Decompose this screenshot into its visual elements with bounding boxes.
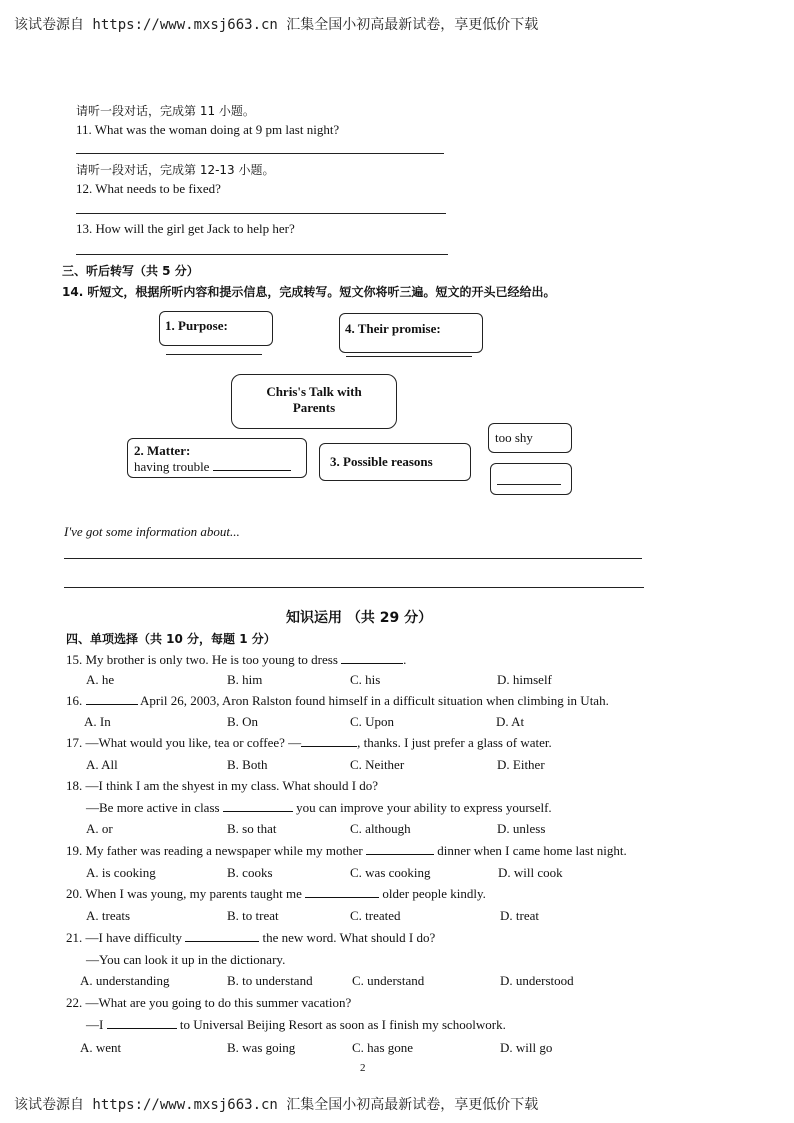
q22-option-b[interactable]: B. was going bbox=[227, 1040, 296, 1055]
promise-label: 4. Their promise: bbox=[345, 321, 441, 336]
q16-option-b[interactable]: B. On bbox=[227, 714, 259, 729]
page-header: 该试卷源自 https://www.mxsj663.cn 汇集全国小初高最新试卷，享更低价下载 bbox=[14, 17, 539, 33]
q22-option-a[interactable]: A. went bbox=[80, 1040, 122, 1055]
q15-option-a[interactable]: A. he bbox=[86, 672, 115, 687]
instruction-q12-13: 请听一段对话，完成第 12-13 小题。 bbox=[76, 163, 275, 177]
section4-title: 四、单项选择（共 10 分，每题 1 分） bbox=[66, 632, 276, 646]
reason1-box bbox=[488, 423, 572, 453]
question-22: 22. —What are you going to do this summer vacation? bbox=[66, 995, 352, 1010]
matter-text: having trouble bbox=[134, 459, 291, 475]
blank-q22[interactable] bbox=[107, 1028, 177, 1029]
answer-line-q12[interactable] bbox=[76, 213, 446, 214]
q20-option-a[interactable]: A. treats bbox=[86, 908, 131, 923]
reason1-text: too shy bbox=[495, 430, 533, 445]
answer-line-q11[interactable] bbox=[76, 153, 444, 154]
q20-option-b[interactable]: B. to treat bbox=[227, 908, 279, 923]
q17-option-d[interactable]: D. Either bbox=[497, 757, 545, 772]
page-number: 2 bbox=[360, 1062, 366, 1074]
purpose-box bbox=[159, 311, 273, 346]
q21-option-d[interactable]: D. understood bbox=[500, 973, 574, 988]
q22-option-c[interactable]: C. has gone bbox=[352, 1040, 414, 1055]
center-topic-box bbox=[231, 374, 397, 429]
q20-option-c[interactable]: C. treated bbox=[350, 908, 401, 923]
writing-line-1[interactable] bbox=[64, 558, 642, 559]
q19-option-a[interactable]: A. is cooking bbox=[86, 865, 156, 880]
question-20: 20. When I was young, my parents taught me older people kindly. bbox=[66, 886, 486, 901]
question-17: 17. —What would you like, tea or coffee? — , thanks. I just prefer a glass of water. bbox=[66, 735, 552, 750]
q22-option-d[interactable]: D. will go bbox=[500, 1040, 553, 1055]
promise-answer-line[interactable] bbox=[346, 356, 472, 357]
reasons-box bbox=[319, 443, 471, 481]
q19-option-b[interactable]: B. cooks bbox=[227, 865, 273, 880]
instruction-q11: 请听一段对话，完成第 11 小题。 bbox=[76, 104, 255, 118]
blank-q18[interactable] bbox=[223, 811, 293, 812]
blank-q17[interactable] bbox=[301, 746, 357, 747]
q15-option-d[interactable]: D. himself bbox=[497, 672, 552, 687]
writing-line-2[interactable] bbox=[64, 587, 644, 588]
q17-option-a[interactable]: A. All bbox=[86, 757, 118, 772]
q19-option-d[interactable]: D. will cook bbox=[498, 865, 563, 880]
blank-q15[interactable] bbox=[341, 663, 403, 664]
question-18: 18. —I think I am the shyest in my class. What should I do? bbox=[66, 778, 379, 793]
purpose-label: 1. Purpose: bbox=[165, 318, 228, 333]
q16-option-c[interactable]: C. Upon bbox=[350, 714, 395, 729]
q17-option-c[interactable]: C. Neither bbox=[350, 757, 405, 772]
q15-option-c[interactable]: C. his bbox=[350, 672, 381, 687]
reason2-box bbox=[490, 463, 572, 495]
knowledge-title: 知识运用 （共 29 分） bbox=[286, 610, 433, 626]
q15-option-b[interactable]: B. him bbox=[227, 672, 263, 687]
reasons-label: 3. Possible reasons bbox=[330, 454, 433, 469]
section3-instruction: 14. 听短文，根据所听内容和提示信息，完成转写。短文你将听三遍。短文的开头已经给出。 bbox=[62, 285, 556, 299]
question-19: 19. My father was reading a newspaper while my mother dinner when I came home last night. bbox=[66, 843, 627, 858]
question-18-line2: —Be more active in class you can improve your ability to express yourself. bbox=[86, 800, 552, 815]
q21-option-c[interactable]: C. understand bbox=[352, 973, 425, 988]
q18-option-b[interactable]: B. so that bbox=[227, 821, 277, 836]
reason2-answer-line[interactable] bbox=[497, 484, 561, 485]
center-topic: Chris's Talk with Parents bbox=[266, 384, 362, 415]
matter-label: 2. Matter: bbox=[134, 443, 191, 458]
question-15: 15. My brother is only two. He is too young to dress . bbox=[66, 652, 407, 667]
question-21-line2: —You can look it up in the dictionary. bbox=[86, 952, 286, 967]
question-13: 13. How will the girl get Jack to help her? bbox=[76, 221, 295, 236]
section3-title: 三、听后转写（共 5 分） bbox=[62, 264, 199, 278]
q16-option-a[interactable]: A. In bbox=[84, 714, 111, 729]
q19-option-c[interactable]: C. was cooking bbox=[350, 865, 431, 880]
matter-blank[interactable] bbox=[213, 470, 291, 471]
q18-option-a[interactable]: A. or bbox=[86, 821, 113, 836]
blank-q19[interactable] bbox=[366, 854, 434, 855]
question-21: 21. —I have difficulty the new word. What should I do? bbox=[66, 930, 436, 945]
blank-q16[interactable] bbox=[86, 704, 138, 705]
passage-starter: I've got some information about... bbox=[64, 524, 240, 539]
page-footer: 该试卷源自 https://www.mxsj663.cn 汇集全国小初高最新试卷，享更低价下载 bbox=[14, 1097, 539, 1113]
q21-option-a[interactable]: A. understanding bbox=[80, 973, 170, 988]
question-11: 11. What was the woman doing at 9 pm last night? bbox=[76, 122, 340, 137]
answer-line-q13[interactable] bbox=[76, 254, 448, 255]
q18-option-d[interactable]: D. unless bbox=[497, 821, 546, 836]
question-12: 12. What needs to be fixed? bbox=[76, 181, 221, 196]
question-16: 16. April 26, 2003, Aron Ralston found himself in a difficult situation when climbing in Utah. bbox=[66, 693, 609, 708]
question-22-line2: —I to Universal Beijing Resort as soon as I finish my schoolwork. bbox=[86, 1017, 506, 1032]
q18-option-c[interactable]: C. although bbox=[350, 821, 411, 836]
q16-option-d[interactable]: D. At bbox=[496, 714, 525, 729]
q21-option-b[interactable]: B. to understand bbox=[227, 973, 313, 988]
q17-option-b[interactable]: B. Both bbox=[227, 757, 268, 772]
q20-option-d[interactable]: D. treat bbox=[500, 908, 539, 923]
blank-q21[interactable] bbox=[185, 941, 259, 942]
matter-box bbox=[127, 438, 307, 478]
promise-box bbox=[339, 313, 483, 353]
blank-q20[interactable] bbox=[305, 897, 379, 898]
purpose-answer-line[interactable] bbox=[166, 354, 262, 355]
